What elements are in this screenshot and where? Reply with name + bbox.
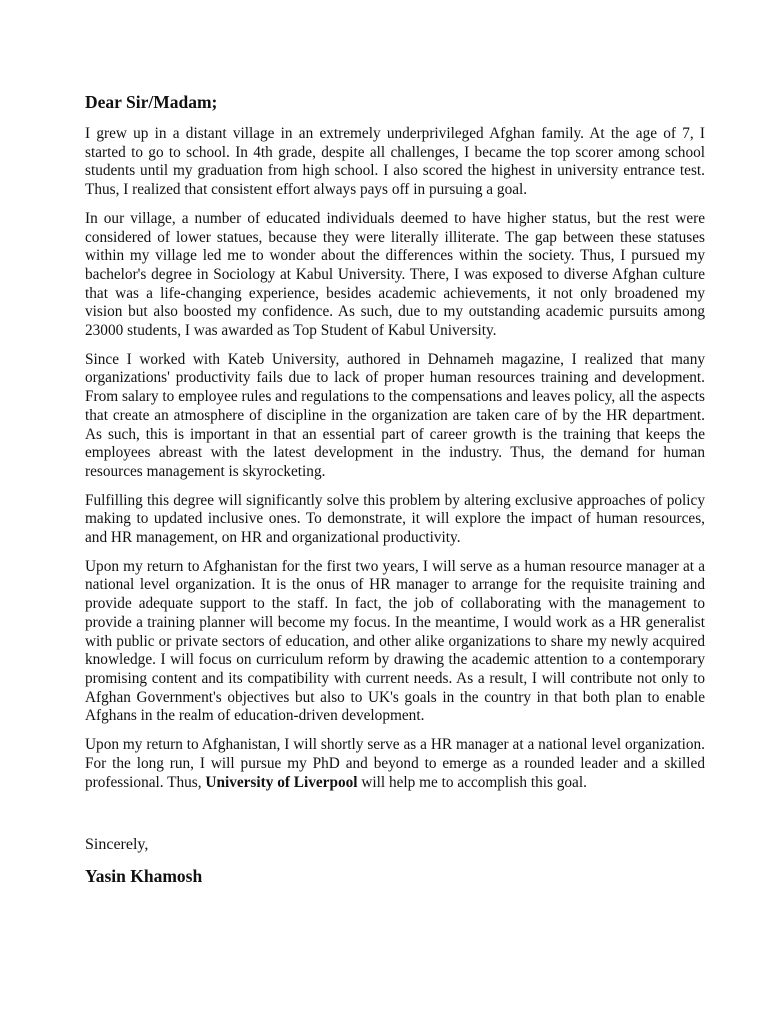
signature-name: Yasin Khamosh	[85, 866, 203, 887]
paragraph-hr-problem: Since I worked with Kateb University, authored in Dehnameh magazine, I realized that many organizations' productivity fails due to lack of proper human resources training and development. From salary to employee rules and regulations to the compensations and leaves policy, all the aspects that create an atmosphere of discipline in the organization are taken care of by the HR department. As such, this is important in that an essential part of career growth is the training that keeps the employees abreast with the latest development in the industry. Thus, the demand for human resources management is skyrocketing.	[85, 350, 705, 480]
closing: Sincerely,	[85, 836, 149, 854]
university-name: University of Liverpool	[205, 773, 358, 791]
paragraph-childhood: I grew up in a distant village in an extremely underprivileged Afghan family. At the age of 7, I started to go to school. In 4th grade, despite all challenges, I became the top scorer among school students until my graduation from high school. I also scored the highest in university entrance test. Thus, I realized that consistent effort always pays off in pursuing a goal.	[85, 125, 705, 199]
salutation: Dear Sir/Madam;	[85, 92, 218, 112]
letter	[85, 92, 705, 887]
paragraph-return-plans: Upon my return to Afghanistan for the first two years, I will serve as a human resource manager at a national level organization. It is the onus of HR manager to arrange for the requisite training and provide adequate support to the staff. In fact, the job of collaborating with the management to provide a training planner will become my focus. In the meantime, I would work as a HR generalist with public or private sectors of education, and other alike organizations to share my newly acquired knowledge. I will focus on curriculum reform by drawing the academic attention to a contemporary promising content and its compatibility with current needs. As a result, I will contribute not only to Afghan Government's objectives but also to UK's goals in the country in that both plan to enable Afghans in the realm of education-driven development.	[85, 557, 705, 725]
paragraph-village: In our village, a number of educated individuals deemed to have higher status, but the rest were considered of lower statues, because they were literally illiterate. The gap between these statuses within my village led me to wonder about the differences within the society. Thus, I pursued my bachelor's degree in Sociology at Kabul University. There, I was exposed to diverse Afghan culture that was a life-changing experience, besides academic achievements, it not only broadened my vision but also boosted my confidence. As such, due to my outstanding academic pursuits among 23000 students, I was awarded as Top Student of Kabul University.	[85, 209, 705, 340]
paragraph-long-term	[85, 736, 705, 792]
long-term-text-end: will help me to accomplish this goal.	[357, 773, 587, 791]
paragraph-degree-impact: Fulfilling this degree will significantly solve this problem by altering exclusive approaches of policy making to updated inclusive ones. To demonstrate, it will explore the impact of human resources, and HR management, on HR and organizational productivity.	[85, 491, 705, 547]
long-term-text-start: Upon my return to Afghanistan, I will shortly serve as a HR manager at a national level organization. For the long run, I will pursue my PhD and beyond to emerge as a rounded leader and a skilled professional. Thus,	[85, 736, 705, 791]
